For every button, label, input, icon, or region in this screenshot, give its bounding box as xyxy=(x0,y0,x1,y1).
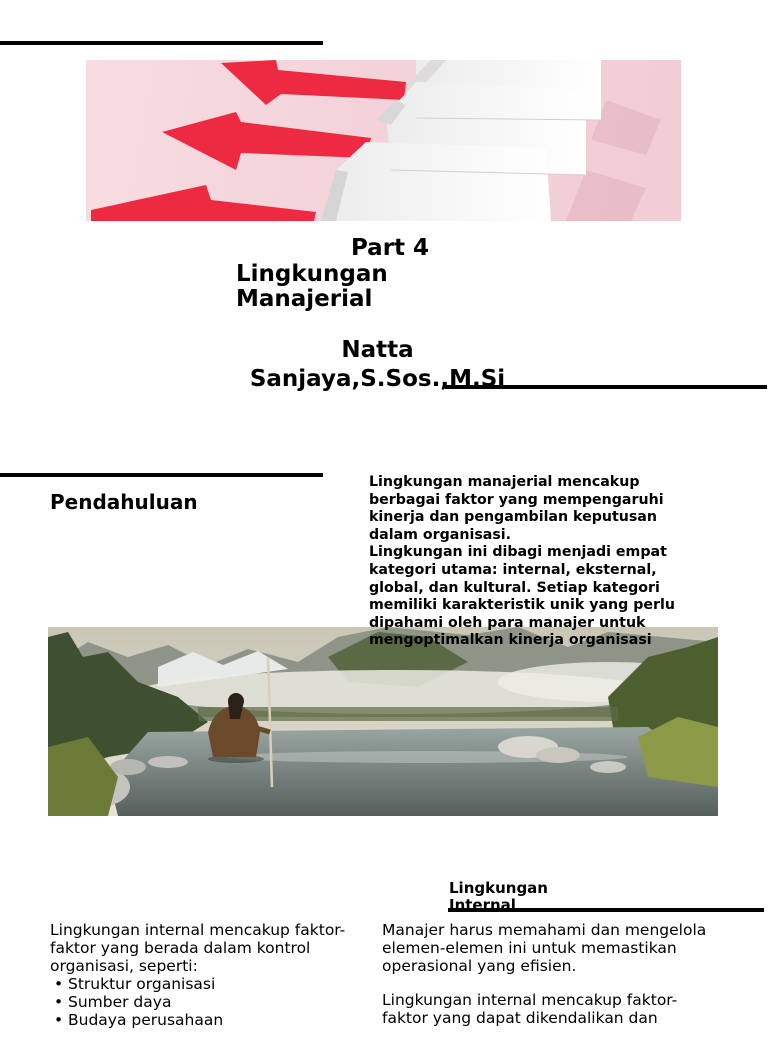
presentation-title-text: Lingkungan Manajerial xyxy=(236,261,388,312)
introduction-paragraph-2: Lingkungan ini dibagi menjadi empat kategori utama: internal, eksternal, global, dan kultural. Setiap kategori memiliki karakteristik unik yang perlu dipahami oleh para manajer untuk mengoptimalkan kinerja organisasi xyxy=(369,544,675,649)
internal-right-paragraph-1: Manajer harus memahami dan mengelola elemen-elemen ini untuk memastikan operasional yang efisien. xyxy=(382,921,707,975)
list-item: • Struktur organisasi xyxy=(50,975,370,993)
introduction-paragraph-1: Lingkungan manajerial mencakup berbagai faktor yang mempengaruhi kinerja dan pengambilan keputusan dalam organisasi. xyxy=(369,474,664,543)
introduction-heading: Pendahuluan xyxy=(50,490,198,514)
internal-right-column xyxy=(382,921,712,1043)
presentation-title xyxy=(236,262,426,312)
introduction-text xyxy=(369,474,699,650)
internal-left-column xyxy=(50,921,370,1029)
author-name-line1: Natta xyxy=(341,337,414,363)
internal-left-intro: Lingkungan internal mencakup faktor-faktor yang berada dalam kontrol organisasi, seperti: xyxy=(50,921,346,975)
internal-right-paragraph-2: Lingkungan internal mencakup faktor-faktor yang dapat dikendalikan dan xyxy=(382,991,678,1027)
landscape-river-image xyxy=(48,627,718,816)
author-name-line2: Sanjaya,S.Sos.,M.Si xyxy=(249,366,506,392)
internal-section-heading: Lingkungan Internal xyxy=(449,879,548,914)
section-rule xyxy=(0,473,323,477)
list-item: • Sumber daya xyxy=(50,993,370,1011)
part-label: Part 4 xyxy=(350,235,430,261)
hero-arrows-image xyxy=(86,60,681,221)
internal-factors-list xyxy=(50,975,370,1029)
author-name xyxy=(0,336,755,394)
list-item: • Budaya perusahaan xyxy=(50,1011,370,1029)
top-left-rule xyxy=(0,41,323,45)
